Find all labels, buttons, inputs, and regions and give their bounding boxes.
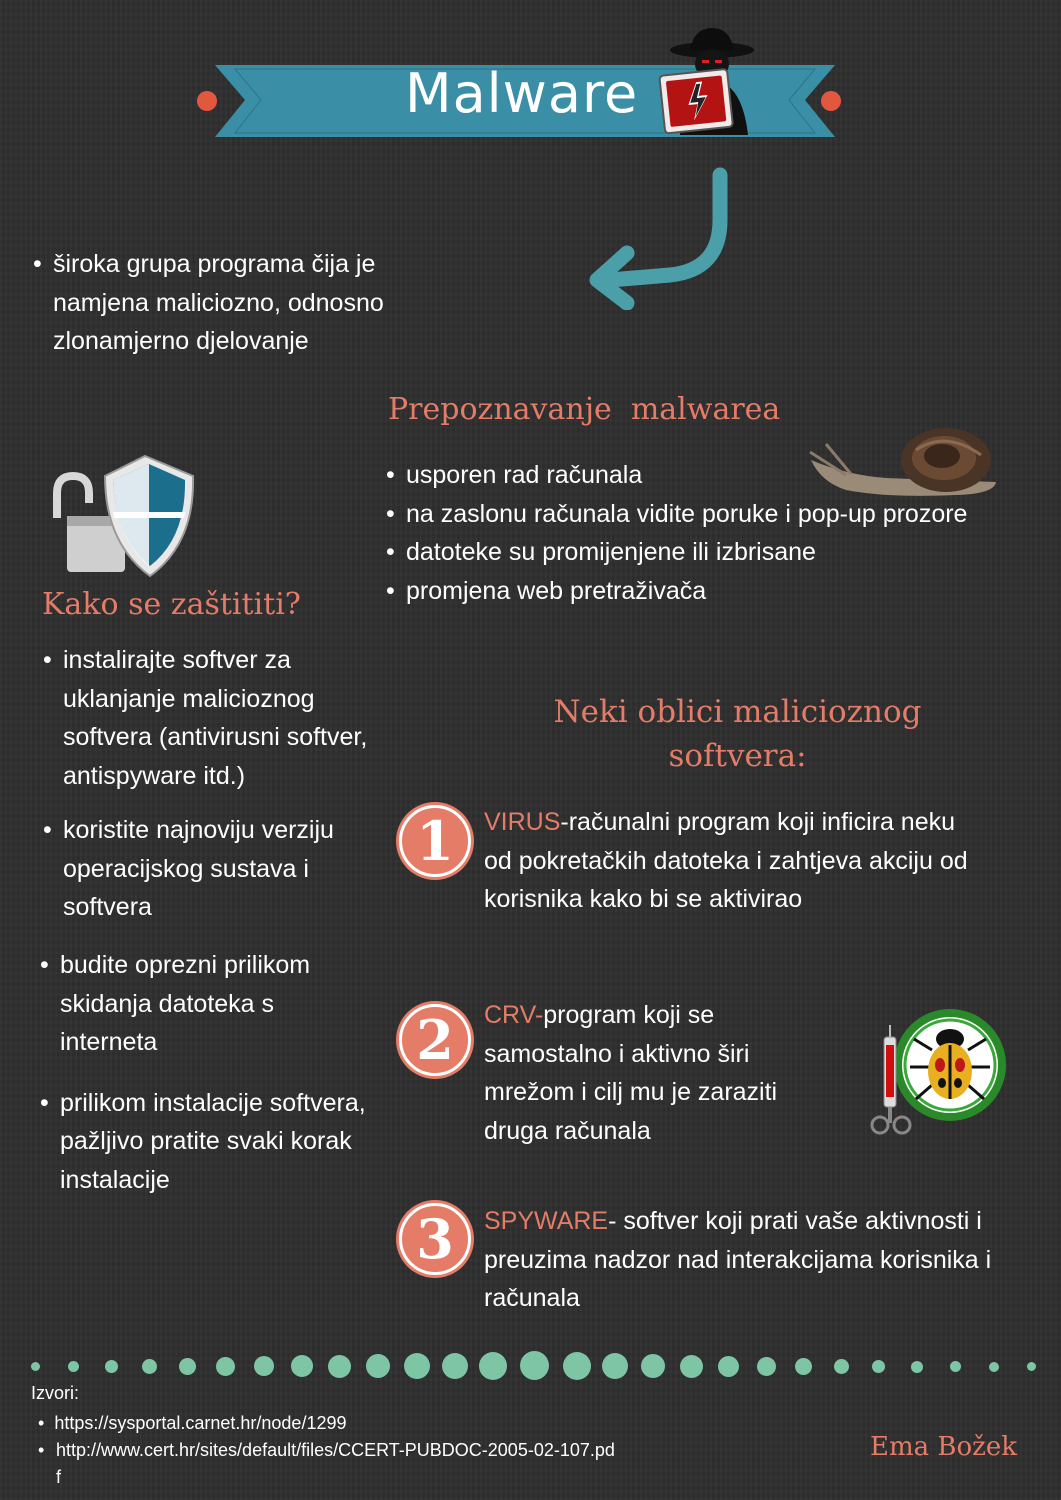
sources-label: Izvori: [31,1383,80,1403]
bug-syringe-icon [862,995,1012,1145]
form-description: - softver koji prati vaše aktivnosti i preuzima nadzor nad interakcijama korisnika i računala [484,1207,992,1312]
forms-heading: Neki oblici malicioznog softvera: [553,694,922,774]
number-badge-2: 2 [399,1004,471,1076]
dotted-divider [0,1340,1061,1380]
recognition-heading: Prepoznavanje malwarea [388,392,781,427]
protection-item: • prilikom instalacije softvera, pažljivo pratite svaki korak instalacije [40,1084,370,1200]
padlock-shield-icon [45,448,200,583]
protection-item: • koristite najnoviju verziju operacijskog sustava i softvera [43,811,393,927]
form-keyword: VIRUS [484,808,561,836]
recognition-item: • usporen rad računala [386,456,1046,495]
page-title: Malware [405,62,639,125]
definition-text: • široka grupa programa čija je namjena maliciozno, odnosno zlonamjerno djelovanje [33,245,433,361]
hacker-laptop-icon [650,20,770,140]
protection-heading: Kako se zaštititi? [42,587,301,622]
recognition-item: • promjena web pretraživača [386,572,1046,611]
recognition-item: • na zaslonu računala vidite poruke i pop-up prozore [386,495,1046,534]
protection-item: • instalirajte softver za uklanjanje malicioznog softvera (antivirusni softver, antispyware itd.) [43,641,393,795]
source-item: • http://www.cert.hr/sites/default/files/CCERT-PUBDOC-2005-02-107.pdf [38,1437,638,1491]
number-badge-3: 3 [399,1203,471,1275]
source-link[interactable]: https://sysportal.carnet.hr/node/1299 [54,1413,347,1433]
number-badge-1: 1 [399,805,471,877]
form-item-worm [484,996,829,1150]
protection-item: • budite oprezni prilikom skidanja datoteka s interneta [40,946,370,1062]
recognition-item: • datoteke su promijenjene ili izbrisane [386,533,1046,572]
protection-list-b [40,946,370,1199]
form-keyword: SPYWARE [484,1207,609,1235]
recognition-list [386,456,1046,610]
definition-list [33,245,433,361]
form-item-spyware [484,1202,1044,1318]
form-description: -računalni program koji inficira neku od pokretačkih datoteka i zahtjeva akciju od korisnika kako bi se aktivirao [484,808,968,913]
source-item: • https://sysportal.carnet.hr/node/1299 [38,1413,347,1433]
form-keyword: CRV- [484,1001,544,1029]
ribbon-left-dot [197,91,217,111]
form-description: program koji se samostalno i aktivno širi mrežom i cilj mu je zaraziti druga računala [484,1001,778,1145]
curved-arrow-icon [575,165,745,310]
ribbon-right-dot [821,91,841,111]
form-item-virus [484,803,984,919]
author-name: Ema Božek [870,1432,1017,1462]
protection-list-a [43,641,393,927]
source-link[interactable]: http://www.cert.hr/sites/default/files/CCERT-PUBDOC-2005-02-107.pdf [56,1440,615,1487]
